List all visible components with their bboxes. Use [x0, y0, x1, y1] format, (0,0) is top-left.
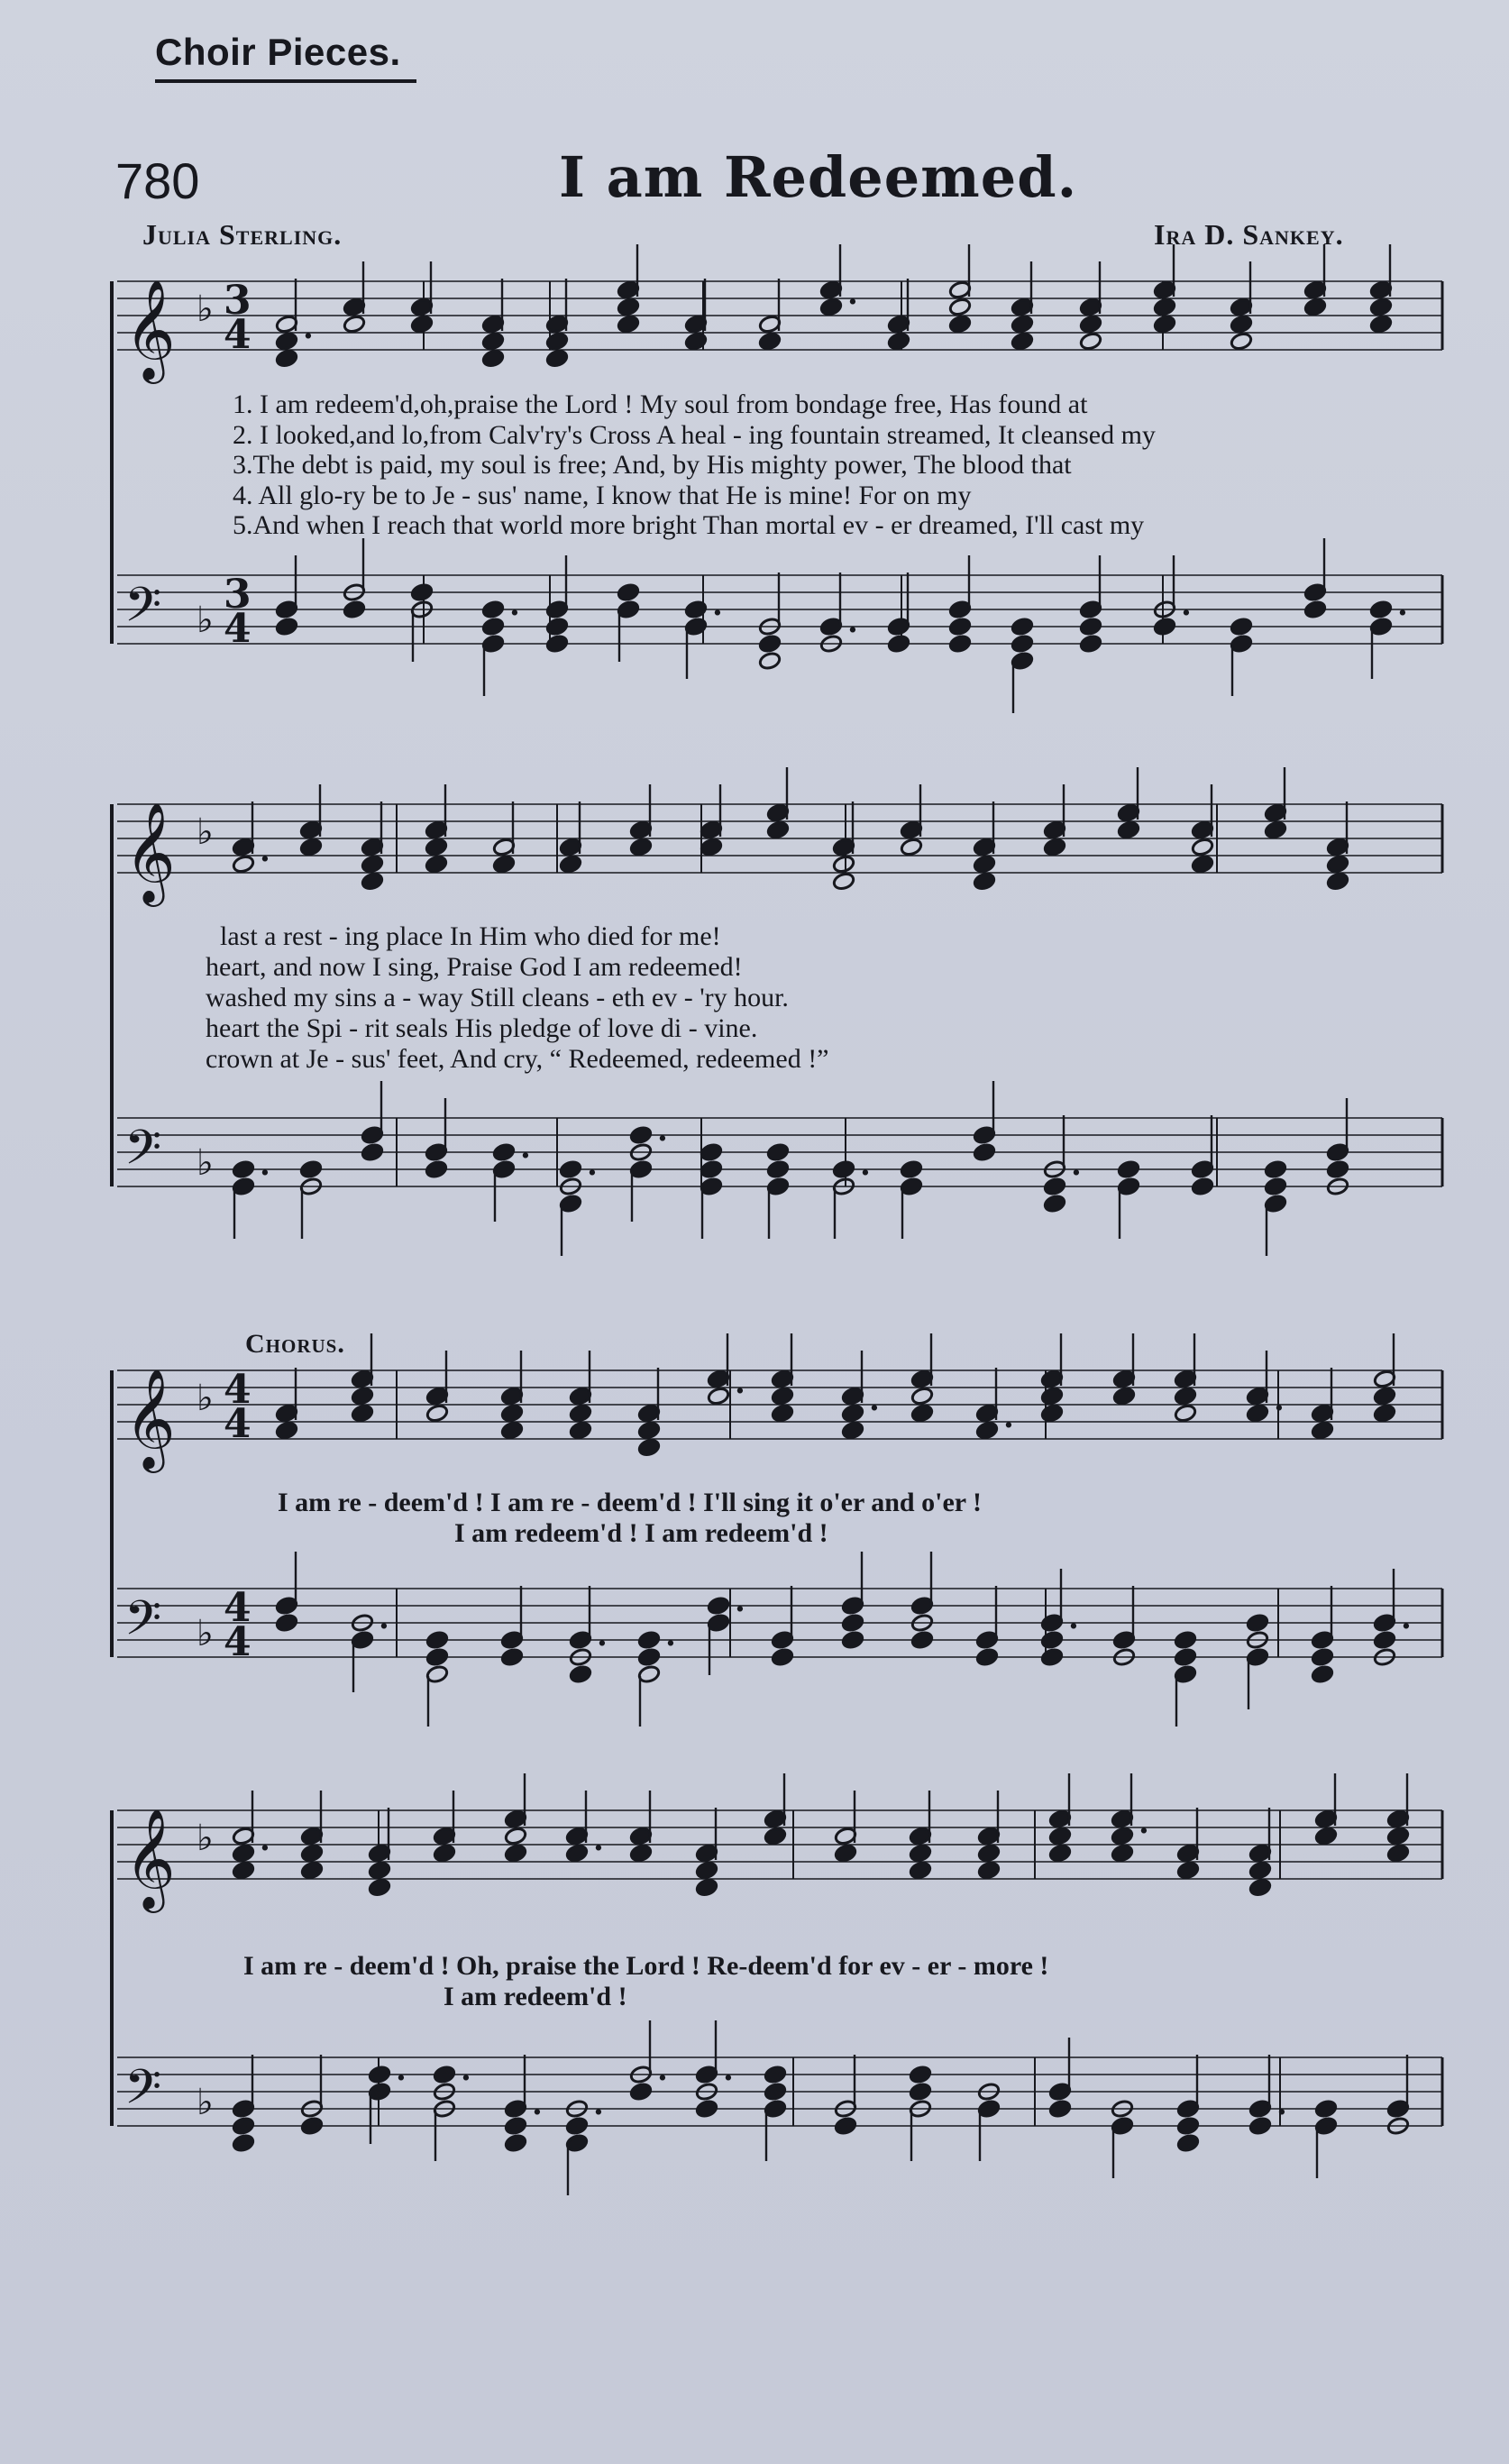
note-head [481, 332, 505, 352]
note-head [343, 600, 366, 619]
note-head [1040, 1387, 1064, 1406]
dot-icon: . [597, 1617, 608, 1653]
note-head [910, 1404, 934, 1424]
note-head [948, 617, 972, 637]
note-head [771, 1387, 794, 1406]
note-head [425, 1630, 449, 1650]
note-head [1117, 820, 1140, 840]
note-head [1040, 1647, 1064, 1667]
note-head [629, 1125, 653, 1145]
note-head [500, 1404, 524, 1424]
note-head [758, 332, 782, 352]
note-head [1246, 1613, 1269, 1633]
note-head [684, 332, 708, 352]
flat-icon: ♭ [197, 2082, 214, 2123]
note-head [559, 855, 582, 875]
flat-icon: ♭ [197, 1378, 214, 1419]
dot-icon: . [657, 2052, 668, 2088]
note-head [764, 2065, 787, 2084]
note-head [299, 1159, 323, 1179]
dot-icon: . [587, 1147, 598, 1183]
note-head [569, 1404, 592, 1424]
note-head [299, 838, 323, 857]
time-signature-top: 4 [224, 1367, 252, 1413]
verse-4-line-1: 4. All glo-ry be to Je - sus' name, I know that He is mine! For on my [233, 481, 972, 510]
dot-icon: . [260, 1822, 270, 1858]
chorus-line-2-lower: I am redeem'd ! [444, 1982, 627, 2011]
note-head [565, 1844, 589, 1864]
note-head [1043, 1177, 1066, 1196]
note-head [695, 1878, 718, 1898]
note-head [841, 1613, 864, 1633]
note-head [300, 1861, 324, 1881]
note-head [1176, 1861, 1200, 1881]
note-head [569, 1664, 592, 1684]
note-head [910, 1387, 934, 1406]
note-head [977, 1861, 1001, 1881]
dot-icon: . [1003, 1399, 1014, 1435]
note-head [492, 855, 516, 875]
note-head [834, 1844, 857, 1864]
note-head [900, 1159, 923, 1179]
note-head [1191, 1177, 1214, 1196]
time-signature-bottom: 4 [224, 312, 252, 358]
note-head [832, 855, 855, 875]
note-head [500, 1647, 524, 1667]
note-head [1174, 1630, 1197, 1650]
note-head [1079, 315, 1102, 334]
verse-5-line-1: 5.And when I reach that world more bright Than mortal ev - er dreamed, I'll cast my [233, 510, 1145, 540]
note-head [948, 634, 972, 654]
note-head [909, 2065, 932, 2084]
note-head [617, 298, 640, 317]
time-signature-bottom: 4 [224, 1401, 252, 1447]
note-head [758, 634, 782, 654]
note-head [977, 1844, 1001, 1864]
note-head [766, 820, 790, 840]
note-head [275, 349, 298, 369]
dot-icon: . [379, 1600, 389, 1636]
note-head [1303, 298, 1327, 317]
dot-icon: . [396, 2052, 407, 2088]
dot-icon: . [509, 587, 520, 623]
note-head [368, 1861, 391, 1881]
dot-icon: . [520, 1130, 531, 1166]
note-head [545, 617, 569, 637]
note-head [887, 634, 910, 654]
note-head [841, 1421, 864, 1441]
note-head [1326, 1159, 1349, 1179]
note-head [764, 1827, 787, 1846]
note-head [1191, 838, 1214, 857]
flat-icon: ♭ [197, 811, 214, 853]
note-head [695, 2099, 718, 2119]
note-head [637, 1630, 661, 1650]
bass-clef-icon: 𝄢 [124, 1121, 162, 1187]
time-signature-top: 3 [224, 572, 252, 618]
note-head [832, 872, 855, 892]
note-head [1369, 298, 1393, 317]
verse-4-line-2: heart the Spi - rit seals His pledge of love di - vine. [206, 1013, 758, 1043]
note-head [1048, 2099, 1072, 2119]
note-head [1111, 1827, 1134, 1846]
note-head [1111, 1844, 1134, 1864]
note-head [368, 1878, 391, 1898]
note-head [975, 1647, 999, 1667]
section-heading: Choir Pieces. [155, 31, 401, 73]
flat-icon: ♭ [197, 1142, 214, 1184]
note-head [425, 838, 448, 857]
note-head [425, 1404, 449, 1424]
note-head [1311, 1647, 1334, 1667]
note-head [909, 1861, 932, 1881]
note-head [1314, 2099, 1338, 2119]
note-head [1264, 1159, 1287, 1179]
note-head [1174, 1647, 1197, 1667]
chorus-line-2: I am re - deem'd ! Oh, praise the Lord ! Re-deem'd for ev - er - more ! [243, 1951, 1049, 1981]
chorus-label: Chorus. [245, 1329, 345, 1359]
note-head [766, 1142, 790, 1162]
note-head [1386, 1844, 1410, 1864]
note-head [1373, 1387, 1396, 1406]
note-head [275, 1421, 298, 1441]
note-head [1248, 1861, 1272, 1881]
note-head [910, 1630, 934, 1650]
note-head [909, 2082, 932, 2102]
note-head [948, 298, 972, 317]
note-head [637, 1438, 661, 1458]
note-head [492, 1142, 516, 1162]
note-head [504, 2133, 527, 2153]
note-head [481, 600, 505, 619]
note-head [629, 2082, 653, 2102]
treble-clef-icon: 𝄞 [124, 801, 176, 902]
treble-clef-icon: 𝄞 [124, 1808, 176, 1909]
note-head [1248, 2116, 1272, 2136]
note-head [1311, 1664, 1334, 1684]
note-head [707, 1596, 730, 1616]
note-head [425, 1647, 449, 1667]
note-head [232, 1861, 255, 1881]
note-head [351, 1404, 374, 1424]
dot-icon: . [303, 310, 314, 346]
note-head [232, 2116, 255, 2136]
note-head [637, 1421, 661, 1441]
hymn-number: 780 [115, 152, 200, 209]
verse-3-line-2: washed my sins a - way Still cleans - eth ev - 'ry hour. [206, 983, 789, 1012]
bass-clef-icon: 𝄢 [124, 1591, 162, 1658]
note-head [700, 838, 723, 857]
dot-icon: . [847, 604, 858, 640]
note-head [1369, 315, 1393, 334]
dot-icon: . [712, 587, 723, 623]
note-head [834, 2116, 857, 2136]
chorus-line-1-lower: I am redeem'd ! I am redeem'd ! [454, 1518, 828, 1548]
flat-icon: ♭ [197, 600, 214, 641]
note-head [973, 872, 996, 892]
note-head [1040, 1404, 1064, 1424]
note-head [1246, 1404, 1269, 1424]
note-head [637, 1647, 661, 1667]
note-head [433, 2065, 456, 2084]
note-head [973, 1142, 996, 1162]
note-head [1048, 1827, 1072, 1846]
note-head [504, 1844, 527, 1864]
note-head [545, 349, 569, 369]
note-head [481, 349, 505, 369]
note-head [900, 838, 923, 857]
flat-icon: ♭ [197, 289, 214, 330]
dot-icon: . [1397, 587, 1408, 623]
note-head [569, 1421, 592, 1441]
note-head [1191, 855, 1214, 875]
hymn-title: I am Redeemed. [559, 144, 1078, 210]
note-head [361, 872, 384, 892]
note-head [1303, 600, 1327, 619]
note-head [1174, 1387, 1197, 1406]
note-head [1011, 634, 1034, 654]
note-head [1264, 1177, 1287, 1196]
verse-3-line-1: 3.The debt is paid, my soul is free; And, by His mighty power, The blood that [233, 450, 1072, 480]
note-head [1112, 1387, 1136, 1406]
note-head [361, 1142, 384, 1162]
note-head [425, 1159, 448, 1179]
note-head [700, 1159, 723, 1179]
note-head [1248, 1878, 1272, 1898]
note-head [275, 332, 298, 352]
note-head [368, 2065, 391, 2084]
note-head [1373, 1404, 1396, 1424]
note-head [771, 1404, 794, 1424]
note-head [629, 1844, 653, 1864]
note-head [481, 617, 505, 637]
dot-icon: . [1139, 1805, 1149, 1841]
note-head [1048, 1844, 1072, 1864]
note-head [1373, 1630, 1396, 1650]
note-head [707, 1387, 730, 1406]
note-head [758, 651, 782, 671]
note-head [343, 315, 366, 334]
author-credit: Julia Sterling. [142, 218, 343, 251]
note-head [1011, 332, 1034, 352]
note-head [232, 1159, 255, 1179]
note-head [832, 1159, 855, 1179]
note-head [565, 2116, 589, 2136]
verse-1-line-1: 1. I am redeem'd,oh,praise the Lord ! My soul from bondage free, Has found at [233, 389, 1088, 419]
dot-icon: . [847, 276, 858, 312]
note-head [684, 600, 708, 619]
dot-icon: . [1274, 1382, 1285, 1418]
dot-icon: . [260, 1147, 270, 1183]
note-head [232, 2133, 255, 2153]
dot-icon: . [593, 2086, 604, 2122]
note-head [425, 855, 448, 875]
note-head [841, 1630, 864, 1650]
dot-icon: . [657, 1113, 668, 1149]
flat-icon: ♭ [197, 1818, 214, 1859]
note-head [559, 1159, 582, 1179]
note-head [361, 855, 384, 875]
note-head [1314, 1827, 1338, 1846]
verse-1-line-2: last a rest - ing place In Him who died for me! [220, 921, 721, 951]
dot-icon: . [461, 2052, 471, 2088]
note-head [1176, 2116, 1200, 2136]
note-head [410, 315, 434, 334]
note-head [410, 582, 434, 602]
treble-clef-icon: 𝄞 [124, 1368, 176, 1469]
note-head [1011, 315, 1034, 334]
bass-clef-icon: 𝄢 [124, 2060, 162, 2127]
verse-5-line-2: crown at Je - sus' feet, And cry, “ Redeemed, redeemed !” [206, 1044, 829, 1074]
time-signature-top: 4 [224, 1585, 252, 1631]
note-head [764, 2082, 787, 2102]
note-head [766, 1159, 790, 1179]
note-head [617, 315, 640, 334]
dot-icon: . [860, 1147, 871, 1183]
note-head [545, 634, 569, 654]
note-head [948, 315, 972, 334]
treble-clef-icon: 𝄞 [124, 279, 176, 380]
bass-clef-icon: 𝄢 [124, 578, 162, 645]
time-signature-bottom: 4 [224, 1619, 252, 1665]
note-head [232, 1844, 255, 1864]
note-head [887, 332, 910, 352]
note-head [351, 1387, 374, 1406]
note-head [695, 1861, 718, 1881]
dot-icon: . [1068, 1600, 1079, 1636]
note-head [1326, 855, 1349, 875]
note-head [1230, 617, 1253, 637]
note-head [973, 855, 996, 875]
note-head [1153, 617, 1176, 637]
note-head [841, 1404, 864, 1424]
chorus-line-1: I am re - deem'd ! I am re - deem'd ! I'll sing it o'er and o'er ! [278, 1488, 983, 1517]
flat-icon: ♭ [197, 1613, 214, 1654]
note-head [300, 2116, 324, 2136]
dot-icon: . [1071, 1147, 1082, 1183]
verse-2-line-1: 2. I looked,and lo,from Calv'ry's Cross A heal - ing fountain streamed, It cleansed my [233, 420, 1156, 450]
dot-icon: . [735, 1583, 745, 1619]
note-head [1264, 820, 1287, 840]
dot-icon: . [1276, 2086, 1287, 2122]
note-head [1117, 1159, 1140, 1179]
note-head [819, 298, 843, 317]
verse-2-line-2: heart, and now I sing, Praise God I am redeemed! [206, 952, 743, 982]
dot-icon: . [532, 2086, 543, 2122]
note-head [771, 1647, 794, 1667]
dot-icon: . [1181, 587, 1192, 623]
note-head [433, 1844, 456, 1864]
note-head [700, 1142, 723, 1162]
dot-icon: . [260, 833, 270, 869]
dot-icon: . [869, 1382, 880, 1418]
note-head [275, 617, 298, 637]
note-head [1176, 2133, 1200, 2153]
note-head [1153, 298, 1176, 317]
note-head [1079, 332, 1102, 352]
note-head [1079, 634, 1102, 654]
note-head [975, 1421, 999, 1441]
dot-icon: . [723, 2052, 734, 2088]
note-head [300, 1844, 324, 1864]
time-signature-bottom: 4 [224, 606, 252, 652]
note-head [1174, 1404, 1197, 1424]
note-head [1043, 838, 1066, 857]
note-head [1230, 332, 1253, 352]
note-head [1040, 1630, 1064, 1650]
dot-icon: . [1401, 1600, 1412, 1636]
note-head [629, 838, 653, 857]
note-head [504, 1827, 527, 1846]
note-head [1153, 315, 1176, 334]
note-head [909, 1844, 932, 1864]
note-head [1079, 617, 1102, 637]
note-head [500, 1421, 524, 1441]
note-head [232, 855, 255, 875]
note-head [1043, 1194, 1066, 1214]
note-head [275, 1613, 298, 1633]
note-head [545, 332, 569, 352]
time-signature-top: 3 [224, 278, 252, 324]
dot-icon: . [665, 1617, 676, 1653]
note-head [1230, 315, 1253, 334]
note-head [1386, 1827, 1410, 1846]
note-head [1311, 1421, 1334, 1441]
composer-credit: Ira D. Sankey. [1154, 218, 1344, 251]
note-head [1326, 872, 1349, 892]
note-head [1011, 617, 1034, 637]
dot-icon: . [593, 1822, 604, 1858]
dot-icon: . [735, 1365, 745, 1401]
note-head [617, 582, 640, 602]
note-head [1369, 600, 1393, 619]
note-head [504, 2116, 527, 2136]
